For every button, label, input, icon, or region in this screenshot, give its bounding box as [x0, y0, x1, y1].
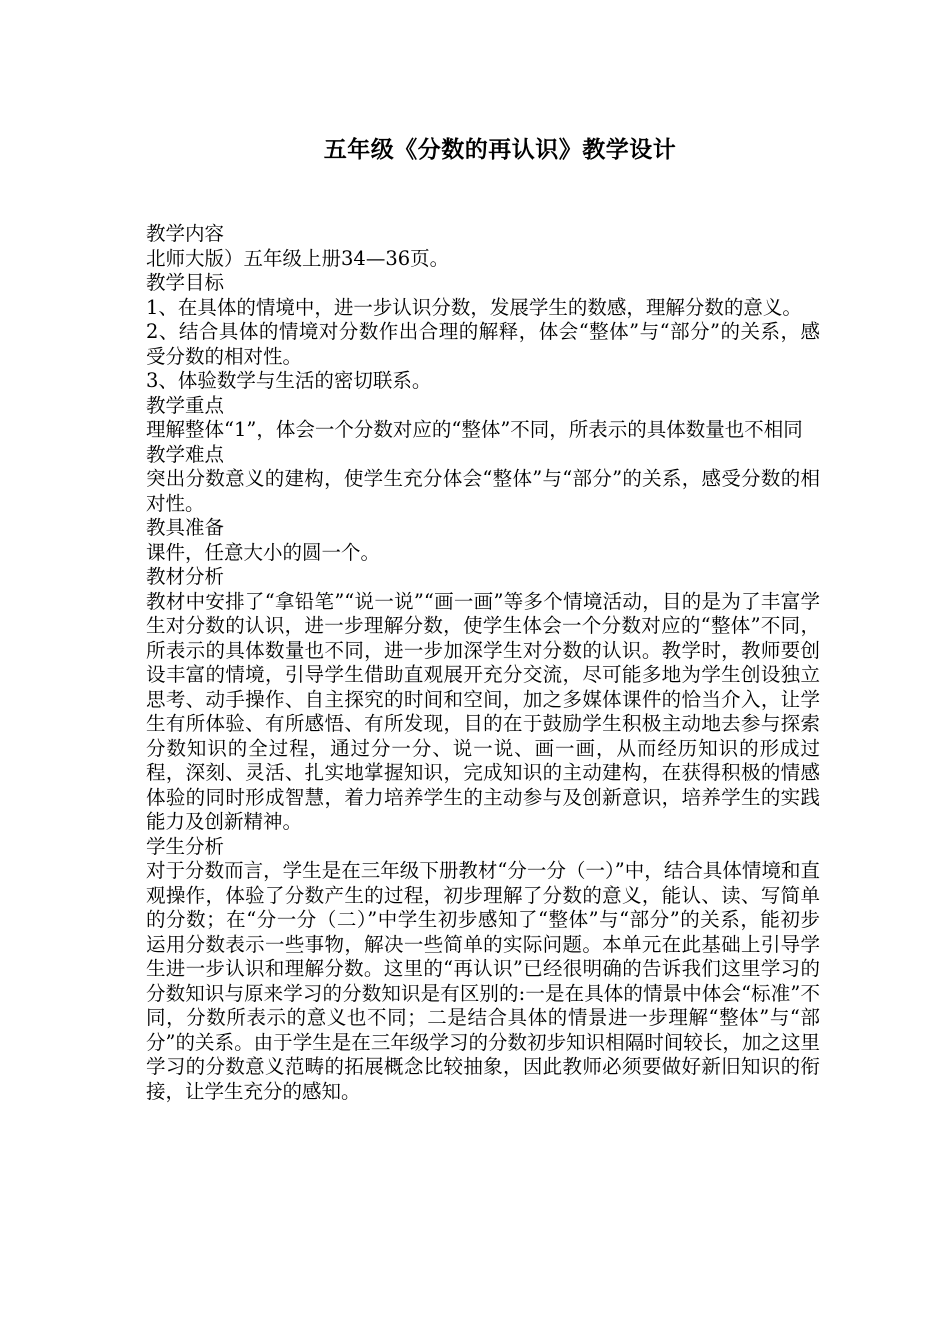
section-body-content: 北师大版）五年级上册34—36页。: [146, 246, 450, 270]
section-heading-student-analysis: 学生分析: [146, 834, 225, 858]
section-heading-content: 教学内容: [146, 222, 225, 245]
objective-item: 3、体验数学与生活的密切联系。: [146, 369, 432, 392]
section-heading-objectives: 教学目标: [146, 271, 225, 294]
section-heading-materials: 教具准备: [146, 516, 225, 539]
objective-item: 2、结合具体的情境对分数作出合理的解释，体会“整体”与“部分”的关系，感受分数的相对性。: [146, 320, 820, 368]
section-body-key-points: 理解整体“1”，体会一个分数对应的“整体”不同，所表示的具体数量也不相同: [146, 418, 803, 441]
section-heading-key-points: 教学重点: [146, 393, 225, 417]
document-body: [146, 222, 820, 1104]
section-heading-difficulties: 教学难点: [146, 442, 225, 466]
section-body-difficulties: 突出分数意义的建构，使学生充分体会“整体”与“部分”的关系，感受分数的相对性。: [146, 467, 820, 515]
section-body-student-analysis: 对于分数而言，学生是在三年级下册教材“分一分（一）”中，结合具体情境和直观操作，体验了分数产生的过程，初步理解了分数的意义，能认、读、写简单的分数；在“分一分（二）”中学生初步感知了“整体”与“部分”的关系，能初步运用分数表示一些事物，解决一些简单的实际问题。本单元在此基础上引导学生进一步认识和理解分数。这里的“再认识”已经很明确的告诉我们这里学习的分数知识与原来学习的分数知识是有区别的:一是在具体的情景中体会“标准”不同，分数所表示的意义也不同；二是结合具体的情景进一步理解“整体”与“部分”的关系。由于学生是在三年级学习的分数初步知识相隔时间较长，加之这里学习的分数意义范畴的拓展概念比较抽象，因此教师必须要做好新旧知识的衔接，让学生充分的感知。: [146, 859, 820, 1103]
document-title: 五年级《分数的再认识》教学设计: [323, 136, 677, 163]
objective-item: 1、在具体的情境中，进一步认识分数，发展学生的数感，理解分数的意义。: [146, 295, 802, 319]
section-body-materials: 课件，任意大小的圆一个。: [146, 540, 381, 564]
section-body-textbook-analysis: 教材中安排了“拿铅笔”“说一说”“画一画”等多个情境活动，目的是为了丰富学生对分数的认识，进一步理解分数，使学生体会一个分数对应的“整体”不同，所表示的具体数量也不同，进一步加深学生对分数的认识。教学时，教师要创设丰富的情境，引导学生借助直观展开充分交流，尽可能多地为学生创设独立思考、动手操作、自主探究的时间和空间，加之多媒体课件的恰当介入，让学生有所体验、有所感悟、有所发现，目的在于鼓励学生积极主动地去参与探索分数知识的全过程，通过分一分、说一说、画一画，从而经历知识的形成过程，深刻、灵活、扎实地掌握知识，完成知识的主动建构，在获得积极的情感体验的同时形成智慧，着力培养学生的主动参与及创新意识，培养学生的实践能力及创新精神。: [146, 589, 820, 833]
section-heading-textbook-analysis: 教材分析: [146, 565, 225, 588]
